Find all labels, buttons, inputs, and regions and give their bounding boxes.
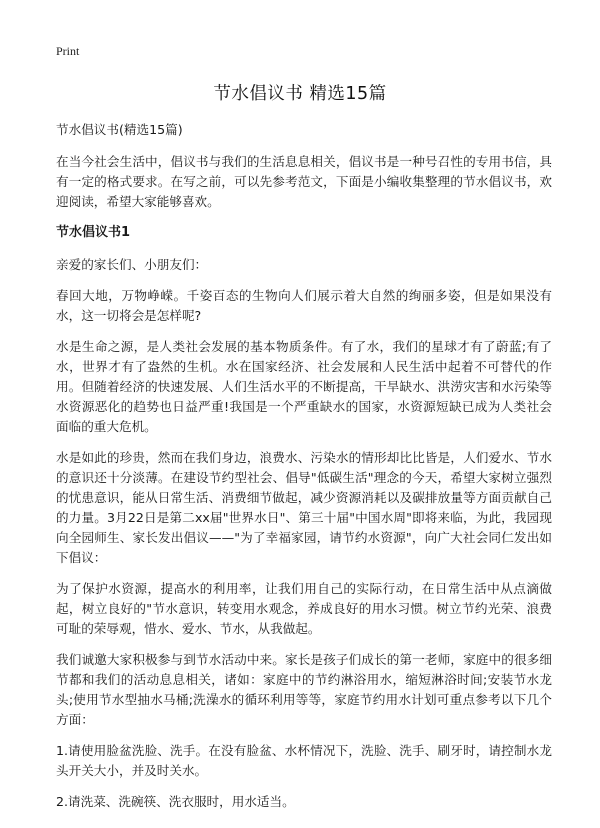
body-paragraph: 为了保护水资源，提高水的利用率，让我们用自己的实际行动，在日常生活中从点滴做起，树立良好的"节水意识，转变用水观念，养成良好的用水习惯。树立节约光荣、浪费可耻的荣辱观，惜水、爱水、节水，从我做起。 <box>56 581 552 636</box>
body-paragraph: 水是生命之源，是人类社会发展的基本物质条件。有了水，我们的星球才有了蔚蓝;有了水，世界才有了盎然的生机。水在国家经济、社会发展和人民生活中起着不可替代的作用。但随着经济的快速发展、人们生活水平的不断提高，干旱缺水、洪涝灾害和水污染等水资源恶化的趋势也日益严重!我国是一个严重缺水的国家，水资源短缺已成为人类社会面临的重大危机。 <box>56 339 552 434</box>
body-paragraph: 我们诚邀大家积极参与到节水活动中来。家长是孩子们成长的第一老师，家庭中的很多细节都和我们的活动息息相关，诸如：家庭中的节约淋浴用水，缩短淋浴时间;安装节水龙头;使用节水型抽水马桶;洗澡水的循环利用等等，家庭节约用水计划可重点参考以下几个方面： <box>56 652 552 727</box>
intro-paragraph: 在当今社会生活中，倡议书与我们的生活息息相关，倡议书是一种号召性的专用书信，具有一定的格式要求。在写之前，可以先参考范文，下面是小编收集整理的节水倡议书，欢迎阅读，希望大家能够喜欢。 <box>56 154 552 209</box>
document-title: 节水倡议书 精选15篇 <box>213 84 387 104</box>
document-body <box>56 120 552 823</box>
body-paragraph: 水是如此的珍贵，然而在我们身边，浪费水、污染水的情形却比比皆是，人们爱水、节水的意识还十分淡薄。在建设节约型社会、倡导"低碳生活"理念的今天，希望大家树立强烈的忧患意识，能从日常生活、消费细节做起，减少资源消耗以及碳排放量等方面贡献自己的力量。3月22日是第二xx届"世界水日"、第三十届"中国水周"即将来临，为此，我园现向全园师生、家长发出倡议——"为了幸福家园，请节约水资源"，向广大社会同仁发出如下倡议： <box>56 450 552 565</box>
print-link[interactable]: Print <box>56 44 80 58</box>
list-item: 2.请洗菜、洗碗筷、洗衣服时，用水适当。 <box>56 794 295 809</box>
list-item: 1.请使用脸盆洗脸、洗手。在没有脸盆、水杯情况下，洗脸、洗手、刷牙时，请控制水龙头开关大小，并及时关水。 <box>56 743 552 778</box>
greeting: 亲爱的家长们、小朋友们： <box>56 257 208 272</box>
section-heading: 节水倡议书1 <box>56 225 131 240</box>
document-subtitle: 节水倡议书(精选15篇) <box>56 122 183 137</box>
body-paragraph: 春回大地，万物峥嵘。千姿百态的生物向人们展示着大自然的绚丽多姿，但是如果没有水，这一切将会是怎样呢? <box>56 288 552 323</box>
